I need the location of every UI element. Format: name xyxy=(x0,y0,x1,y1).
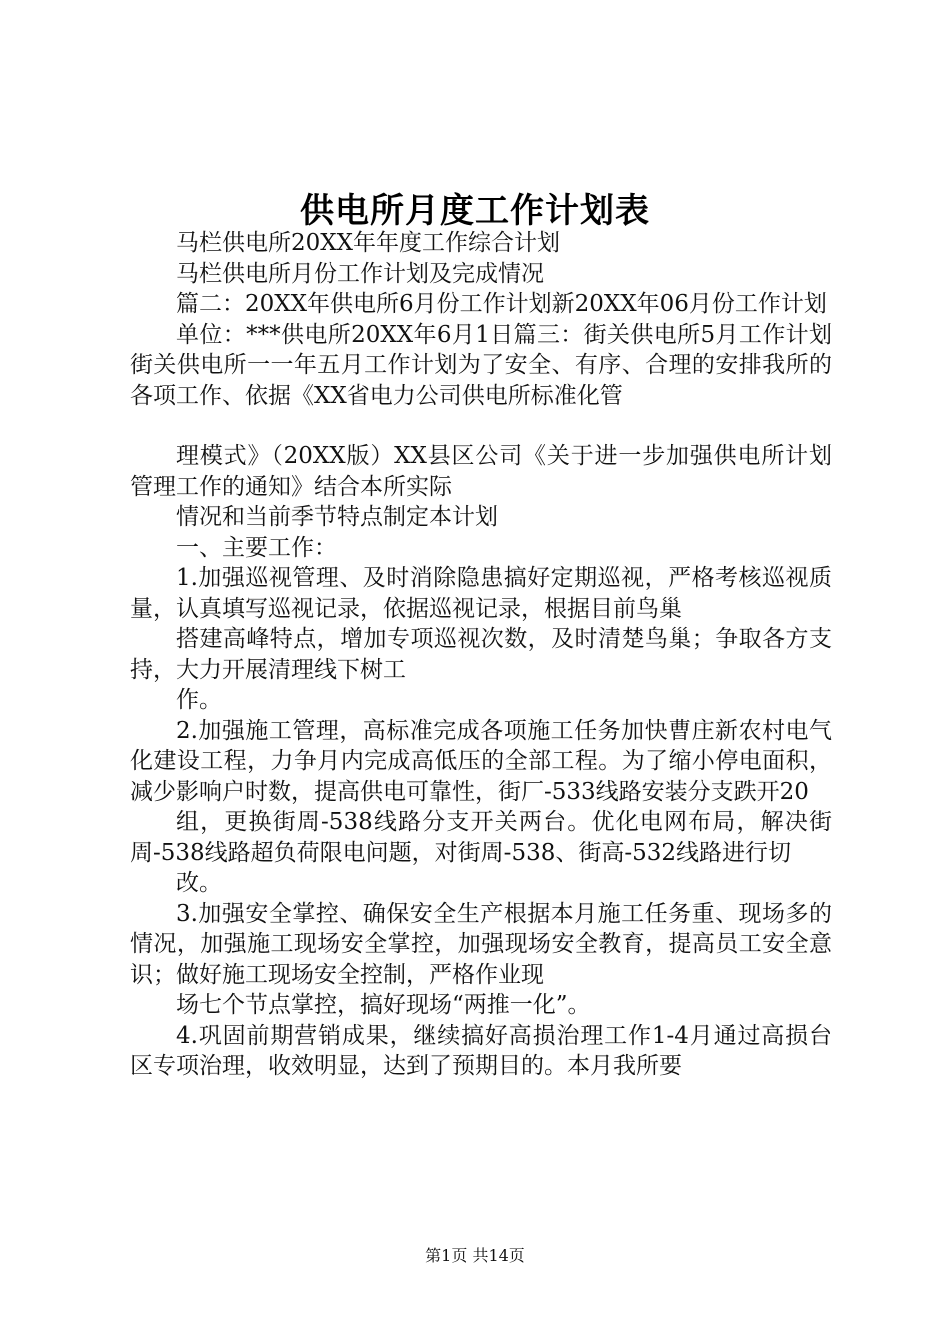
document-body xyxy=(130,228,832,1082)
document-title: 供电所月度工作计划表 xyxy=(300,191,650,231)
paragraph: 一、主要工作： xyxy=(176,534,337,561)
paragraph: 篇二：20XX年供电所6月份工作计划新20XX年06月份工作计划 xyxy=(176,291,827,317)
paragraph: 2.加强施工管理，高标准完成各项施工任务加快曹庄新农村电气化建设工程，力争月内完成高低压的全部工程。为了缩小停电面积，减少影响户时数，提高供电可靠性，街厂-533线路安装分支跌开20 xyxy=(130,717,832,805)
paragraph: 马栏供电所月份工作计划及完成情况 xyxy=(176,260,544,287)
paragraph: 改。 xyxy=(176,870,222,896)
paragraph: 马栏供电所20XX年年度工作综合计划 xyxy=(176,230,561,256)
paragraph: 理模式》（20XX版）XX县区公司《关于进一步加强供电所计划管理工作的通知》结合本所实际 xyxy=(130,443,832,500)
paragraph: 组，更换街周-538线路分支开关两台。优化电网布局，解决街周-538线路超负荷限电问题，对街周-538、街高-532线路进行切 xyxy=(130,809,832,866)
paragraph: 作。 xyxy=(176,687,222,713)
paragraph: 情况和当前季节特点制定本计划 xyxy=(176,504,498,530)
paragraph: 场七个节点掌控，搞好现场“两推一化”。 xyxy=(176,992,591,1018)
paragraph: 4.巩固前期营销成果，继续搞好高损治理工作1-4月通过高损台区专项治理，收效明显，达到了预期目的。本月我所要 xyxy=(130,1022,832,1079)
page-number-footer: 第1页 共14页 xyxy=(425,1246,525,1265)
paragraph: 搭建高峰特点，增加专项巡视次数，及时清楚鸟巢；争取各方支持，大力开展清理线下树工 xyxy=(130,626,832,683)
paragraph: 1.加强巡视管理、及时消除隐患搞好定期巡视，严格考核巡视质量，认真填写巡视记录，依据巡视记录，根据目前鸟巢 xyxy=(130,565,832,622)
paragraph: 3.加强安全掌控、确保安全生产根据本月施工任务重、现场多的情况，加强施工现场安全掌控，加强现场安全教育，提高员工安全意识；做好施工现场安全控制，严格作业现 xyxy=(130,900,832,988)
paragraph: 单位：***供电所20XX年6月1日篇三：街关供电所5月工作计划街关供电所一一年五月工作计划为了安全、有序、合理的安排我所的各项工作、依据《XX省电力公司供电所标准化管 xyxy=(130,321,832,409)
